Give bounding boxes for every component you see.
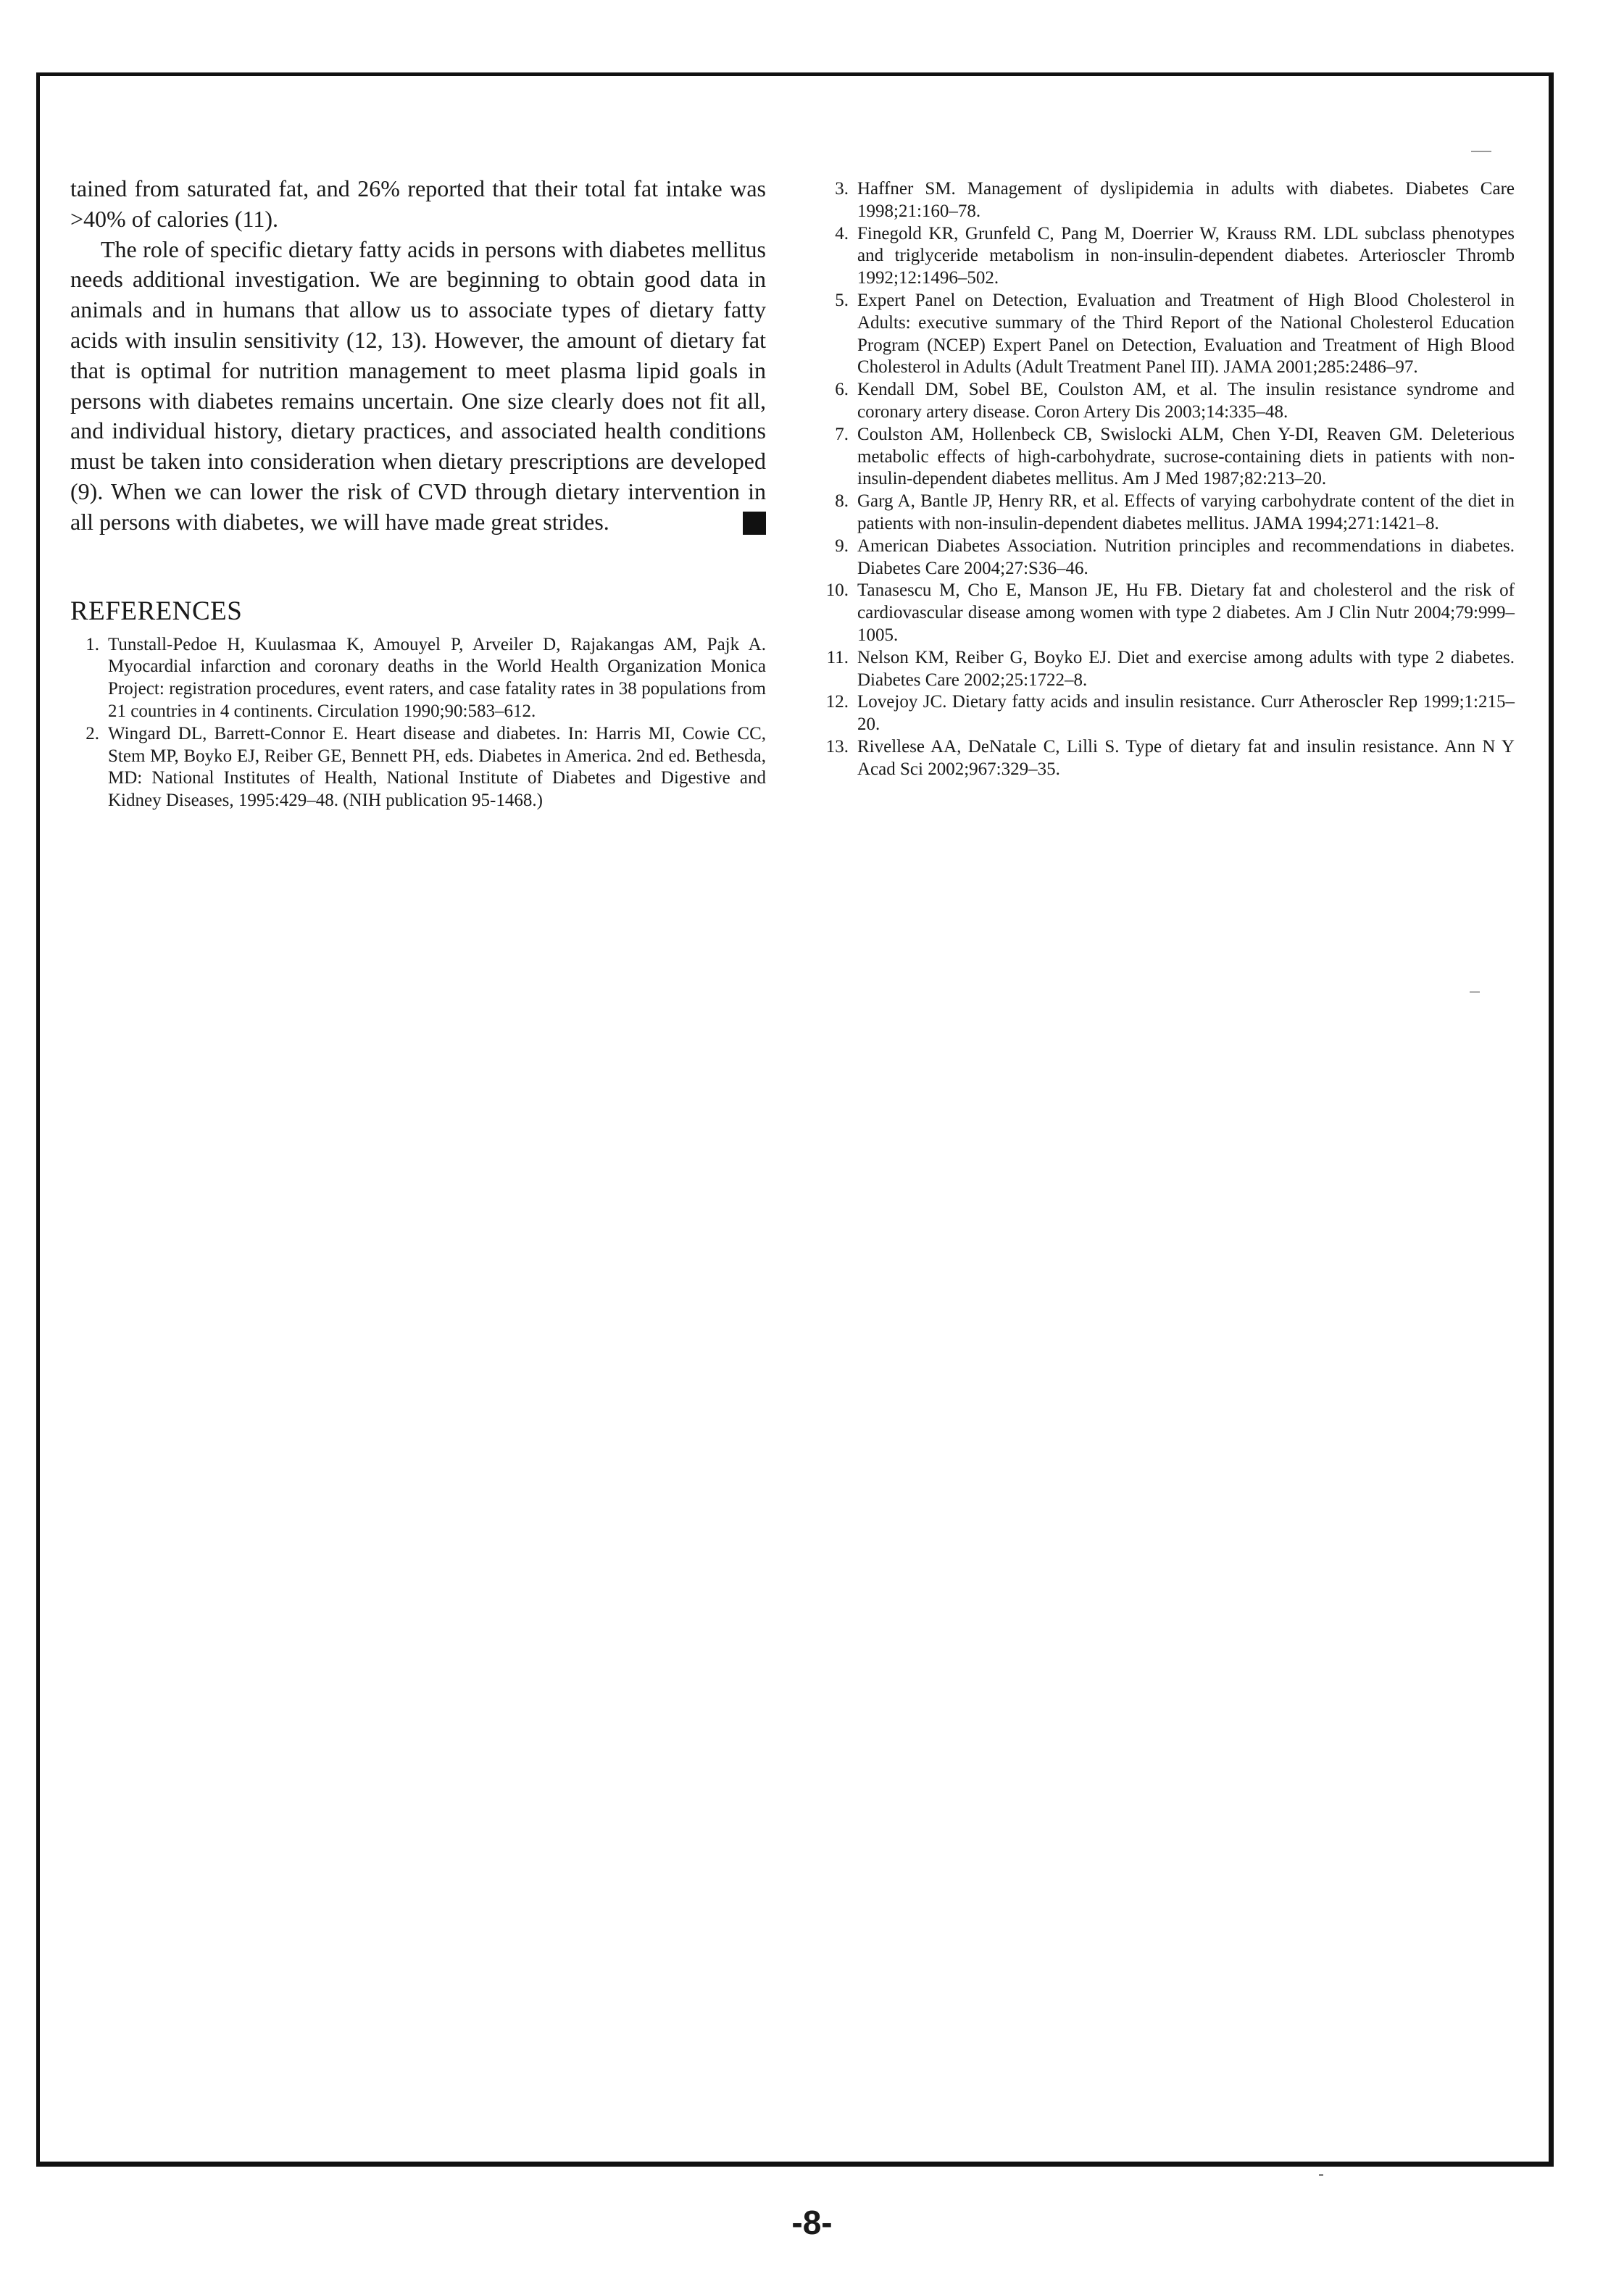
reference-number: 9. [835, 536, 849, 556]
scan-speck [1470, 991, 1480, 993]
reference-item [821, 647, 1515, 692]
paragraph-2-text: The role of specific dietary fatty acids in persons with diabetes mellitus needs additional investigation. We are beginning to obtain good data in animals and in humans that allow us to associate types of dietary fatty acids with insulin sensitivity (12, 13). However, the amount of dietary fat that is optimal for nutrition management to meet plasma lipid goals in persons with diabetes remains uncertain. One size clearly does not fit all, and individual history, dietary practices, and associated health conditions must be taken into consideration when dietary prescriptions are developed (9). When we can lower the risk of CVD through dietary intervention in all persons with diabetes, we will have made great strides. [70, 236, 766, 535]
reference-number: 8. [835, 491, 849, 512]
reference-number: 4. [835, 223, 849, 243]
left-column [70, 174, 789, 812]
reference-item [821, 736, 1515, 781]
end-of-article-icon: ✠ [743, 512, 766, 535]
reference-list-left [70, 634, 766, 812]
reference-item [821, 379, 1515, 424]
reference-text: Lovejoy JC. Dietary fatty acids and insulin resistance. Curr Atheroscler Rep 1999;1:215–20. [857, 692, 1515, 735]
page-number: -8- [791, 2204, 833, 2241]
reference-number: 1. [86, 634, 99, 654]
reference-text: Tunstall-Pedoe H, Kuulasmaa K, Amouyel P, Arveiler D, Rajakangas AM, Pajk A. Myocardial infarction and coronary deaths in the World Health Organization Monica Project: registration procedures, event raters, and case fatality rates in 38 populations from 21 countries in 4 continents. Circulation 1990;90:583–612. [108, 634, 766, 721]
reference-item [821, 290, 1515, 379]
reference-text: Finegold KR, Grunfeld C, Pang M, Doerrier W, Krauss RM. LDL subclass phenotypes and triglyceride metabolism in non-insulin-dependent diabetes. Arterioscler Thromb 1992;12:1496–502. [857, 223, 1515, 288]
reference-number: 6. [835, 380, 849, 400]
reference-number: 7. [835, 424, 849, 444]
reference-item [821, 178, 1515, 223]
reference-number: 12. [825, 692, 849, 712]
reference-text: Rivellese AA, DeNatale C, Lilli S. Type of dietary fat and insulin resistance. Ann N Y Acad Sci 2002;967:329–35. [857, 736, 1515, 779]
reference-list-right [821, 178, 1515, 781]
reference-number: 13. [825, 736, 849, 757]
reference-text: Tanasescu M, Cho E, Manson JE, Hu FB. Dietary fat and cholesterol and the risk of cardiovascular disease among women with type 2 diabetes. Am J Clin Nutr 2004;79:999–1005. [857, 580, 1515, 645]
right-column [821, 178, 1515, 781]
reference-item [821, 223, 1515, 290]
reference-number: 10. [825, 580, 849, 601]
reference-item [821, 536, 1515, 580]
reference-item [70, 634, 766, 723]
reference-item [70, 723, 766, 812]
reference-text: Nelson KM, Reiber G, Boyko EJ. Diet and exercise among adults with type 2 diabetes. Diabetes Care 2002;25:1722–8. [857, 647, 1515, 690]
references-heading: REFERENCES [70, 596, 243, 626]
reference-number: 2. [86, 723, 99, 743]
reference-item [821, 424, 1515, 491]
reference-item [821, 691, 1515, 736]
reference-number: 11. [826, 647, 849, 667]
paragraph-1: tained from saturated fat, and 26% reported that their total fat intake was >40% of calories (11). [70, 175, 766, 232]
reference-text: Kendall DM, Sobel BE, Coulston AM, et al. The insulin resistance syndrome and coronary artery disease. Coron Artery Dis 2003;14:335–48. [857, 380, 1515, 422]
paragraph-2 [70, 235, 789, 538]
reference-number: 5. [835, 290, 849, 310]
reference-text: Wingard DL, Barrett-Connor E. Heart disease and diabetes. In: Harris MI, Cowie CC, Stem MP, Boyko EJ, Reiber GE, Bennett PH, eds. Diabetes in America. 2nd ed. Bethesda, MD: National Institutes of Health, National Institute of Diabetes and Digestive and Kidney Diseases, 1995:429–48. (NIH publication 95-1468.) [108, 723, 766, 811]
reference-text: Coulston AM, Hollenbeck CB, Swislocki ALM, Chen Y-DI, Reaven GM. Deleterious metabolic effects of high-carbohydrate, sucrose-containing diets in patients with non-insulin-dependent diabetes mellitus. Am J Med 1987;82:213–20. [857, 424, 1515, 489]
reference-text: Expert Panel on Detection, Evaluation and Treatment of High Blood Cholesterol in Adults: executive summary of the Third Report of the National Cholesterol Education Program (NCEP) Expert Panel on Detection, Evaluation and Treatment of High Blood Cholesterol in Adults (Adult Treatment Panel III). JAMA 2001;285:2486–97. [857, 290, 1515, 378]
scan-speck [1319, 2174, 1323, 2176]
reference-item [821, 491, 1515, 536]
reference-text: American Diabetes Association. Nutrition principles and recommendations in diabetes. Diabetes Care 2004;27:S36–46. [857, 536, 1515, 578]
reference-number: 3. [835, 179, 849, 199]
reference-text: Haffner SM. Management of dyslipidemia in adults with diabetes. Diabetes Care 1998;21:160–78. [857, 179, 1515, 221]
reference-text: Garg A, Bantle JP, Henry RR, et al. Effects of varying carbohydrate content of the diet in patients with non-insulin-dependent diabetes mellitus. JAMA 1994;271:1421–8. [857, 491, 1515, 533]
scan-speck [1471, 151, 1491, 152]
reference-item [821, 580, 1515, 646]
